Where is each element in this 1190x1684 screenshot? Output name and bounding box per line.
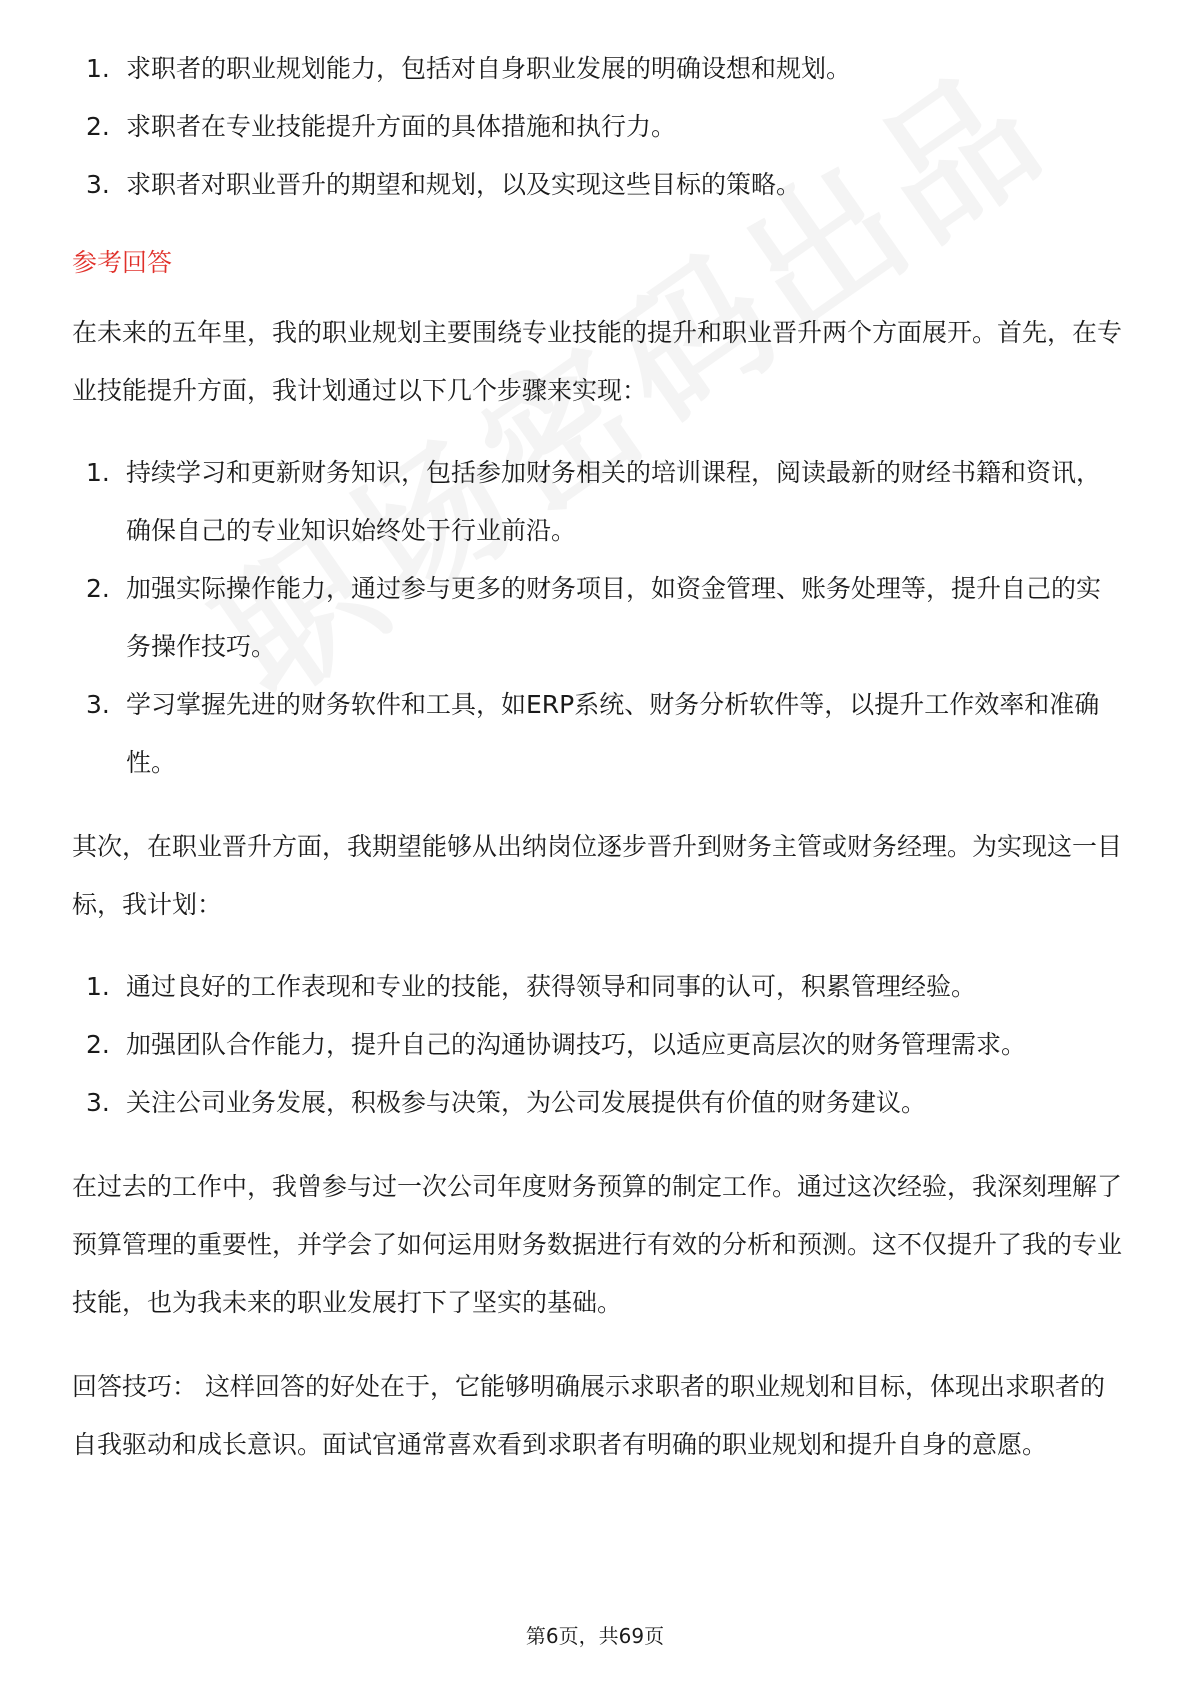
skills-list bbox=[72, 444, 1122, 792]
list-item: 2. 加强实际操作能力，通过参与更多的财务项目，如资金管理、账务处理等，提升自己的实务操作技巧。 bbox=[86, 574, 1102, 661]
section-title: 参考回答 bbox=[72, 248, 173, 277]
list-item: 3. 求职者对职业晋升的期望和规划，以及实现这些目标的策略。 bbox=[86, 170, 802, 199]
page-content bbox=[72, 40, 1122, 1474]
list-item: 1. 求职者的职业规划能力，包括对自身职业发展的明确设想和规划。 bbox=[86, 54, 852, 83]
paragraph-plan-intro: 在未来的五年里，我的职业规划主要围绕专业技能的提升和职业晋升两个方面展开。首先，在专业技能提升方面，我计划通过以下几个步骤来实现： bbox=[72, 318, 1123, 405]
list-item: 2. 求职者在专业技能提升方面的具体措施和执行力。 bbox=[86, 112, 677, 141]
list-item: 1. 通过良好的工作表现和专业的技能，获得领导和同事的认可，积累管理经验。 bbox=[86, 972, 977, 1001]
paragraph-experience: 在过去的工作中，我曾参与过一次公司年度财务预算的制定工作。通过这次经验，我深刻理解了预算管理的重要性，并学会了如何运用财务数据进行有效的分析和预测。这不仅提升了我的专业技能，也为我未来的职业发展打下了坚实的基础。 bbox=[72, 1172, 1123, 1317]
list-item: 3. 关注公司业务发展，积极参与决策，为公司发展提供有价值的财务建议。 bbox=[86, 1088, 927, 1117]
list-item: 3. 学习掌握先进的财务软件和工具，如ERP系统、财务分析软件等，以提升工作效率和准确性。 bbox=[86, 690, 1100, 777]
promotion-list bbox=[72, 958, 1122, 1132]
list-item: 2. 加强团队合作能力，提升自己的沟通协调技巧，以适应更高层次的财务管理需求。 bbox=[86, 1030, 1027, 1059]
intro-list bbox=[72, 40, 1122, 214]
list-item: 1. 持续学习和更新财务知识，包括参加财务相关的培训课程，阅读最新的财经书籍和资讯，确保自己的专业知识始终处于行业前沿。 bbox=[86, 458, 1102, 545]
paragraph-promotion-intro: 其次，在职业晋升方面，我期望能够从出纳岗位逐步晋升到财务主管或财务经理。为实现这一目标，我计划： bbox=[72, 832, 1123, 919]
page-number: 第6页，共69页 bbox=[525, 1624, 665, 1648]
paragraph-answer-tips: 回答技巧： 这样回答的好处在于，它能够明确展示求职者的职业规划和目标，体现出求职者的自我驱动和成长意识。面试官通常喜欢看到求职者有明确的职业规划和提升自身的意愿。 bbox=[72, 1372, 1105, 1459]
